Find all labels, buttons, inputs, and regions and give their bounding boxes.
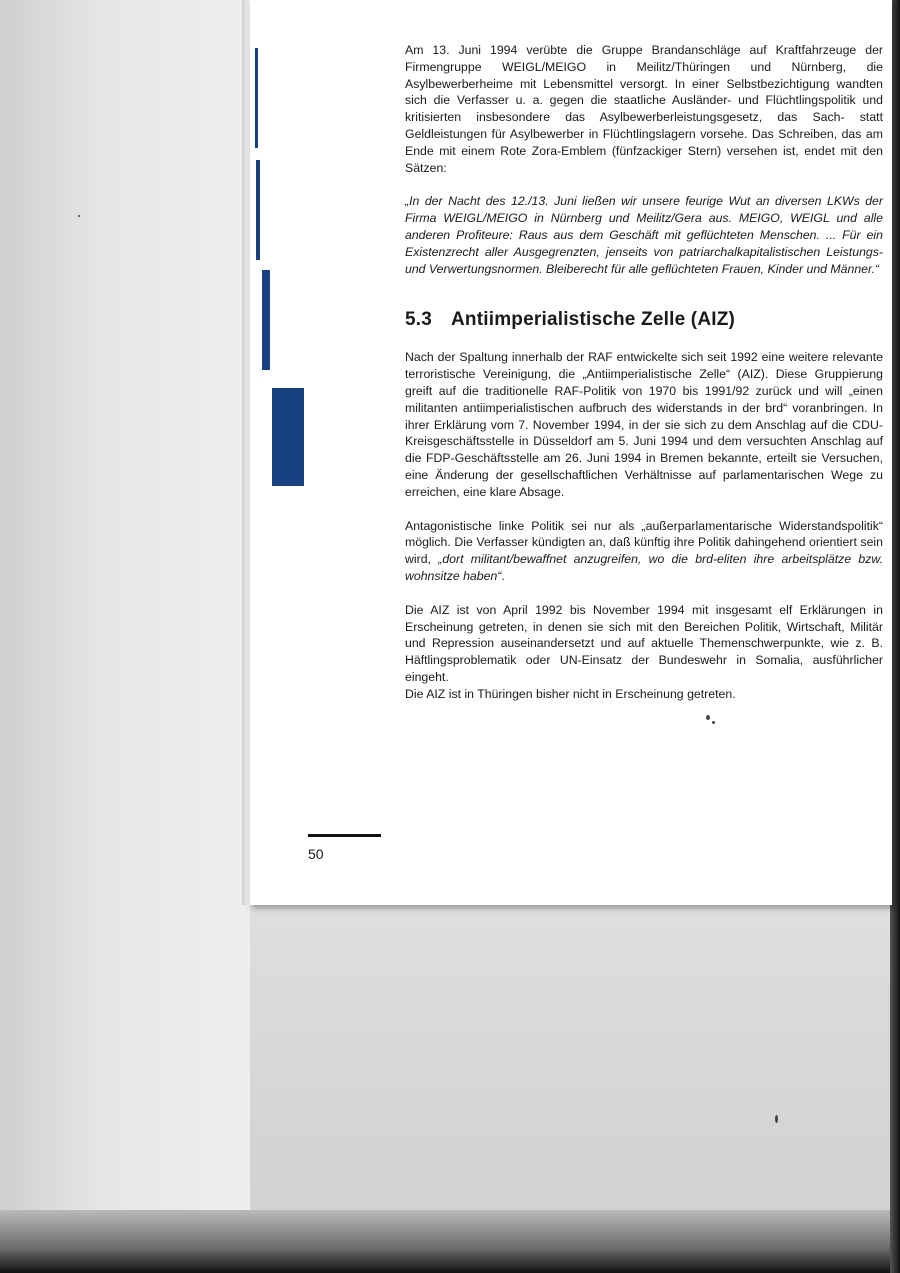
- document-body: [405, 42, 883, 703]
- paragraph-aiz-thuringia: Die AIZ ist in Thüringen bisher nicht in Erscheinung getreten.: [405, 686, 736, 701]
- margin-tab-marker: [262, 270, 270, 370]
- footer-rule: [308, 834, 381, 837]
- section-title: Antiimperialistische Zelle (AIZ): [451, 309, 736, 331]
- scan-left-shadow: [0, 0, 250, 1273]
- paragraph-aiz-statements: Die AIZ ist von April 1992 bis November 1994 mit insgesamt elf Erklärungen in Erscheinung getreten, in denen sie sich mit den Bereichen Politik, Wirtschaft, Militär und Repression auseinandersetzt und auf aktuelle Themenschwerpunkte, wie z. B. Häftlingsproblematik oder UN-Einsatz der Bundeswehr in Somalia, ausführlicher eingeht.: [405, 602, 883, 684]
- paragraph-intro: Am 13. Juni 1994 verübte die Gruppe Brandanschläge auf Kraftfahrzeuge der Firmengruppe WEIGL/MEIGO in Meilitz/Thüringen und Nürnberg, die Asylbewerberheime mit Lebensmittel versorgt. In einer Selbstbezichtigung wandten sich die Verfasser u. a. gegen die staatliche Ausländer- und Flüchtlingspolitik und kritisierten insbesondere das Asylbewerberleistungsgesetz, das Sach- statt Geldleistungen für Asylbewerber in Flüchtlingslagern vorsehe. Das Schreiben, das am Ende mit einem Rote Zora-Emblem (fünfzackiger Stern) versehen ist, endet mit den Sätzen:: [405, 43, 883, 175]
- scan-speck: [706, 715, 710, 720]
- section-number: 5.3: [405, 309, 433, 331]
- margin-tab-marker: [255, 48, 258, 148]
- section-heading: [405, 308, 883, 332]
- inline-quote: „dort militant/bewaffnet anzugreifen, wo die brd-eliten ihre arbeitsplätze bzw. wohnsitze haben“: [405, 552, 884, 583]
- margin-tab-marker: [272, 388, 304, 486]
- margin-tab-marker: [256, 160, 260, 260]
- page-spine: [242, 0, 250, 905]
- paragraph-text: Antagonistische linke Politik sei nur als „außerparlamentarische Widerstandspolitik“ möglich. Die Verfasser kündigten an, daß künftig ihre Politik dahingehend orientiert sein wird,: [405, 518, 883, 567]
- scan-speck: [775, 1115, 778, 1123]
- page-number: 50: [308, 846, 324, 862]
- scan-bottom-shadow: [0, 1210, 900, 1273]
- blockquote: „In der Nacht des 12./13. Juni ließen wir unsere feurige Wut an diversen LKWs der Firma WEIGL/MEIGO in Nürnberg und Meilitz/Gera aus. MEIGO, WEIGL und alle anderen Profiteure: Raus aus dem Geschäft mit geflüchteten Menschen. ... Für ein Existenzrecht aller Ausgegrenzten, jenseits von patriarchalkapitalistischen Leistungs- und Verwertungsnormen. Bleiberecht für alle geflüchteten Frauen, Kinder und Männer.“: [405, 194, 883, 276]
- paragraph-aiz-policy: [405, 518, 883, 585]
- scan-speck: [78, 215, 80, 217]
- scan-speck: [712, 721, 715, 724]
- paragraph-text: .: [501, 568, 505, 583]
- paragraph-aiz-origin: Nach der Spaltung innerhalb der RAF entwickelte sich seit 1992 eine weitere relevante terroristische Vereinigung, die „Antiimperialistische Zelle“ (AIZ). Diese Gruppierung greift auf die traditionelle RAF-Politik von 1970 bis 1991/92 zurück und will „einen militanten antiimperialistischen aufbruch des widerstands in der brd“ voranbringen. In ihrer Erklärung vom 7. November 1994, in der sie sich zu dem Anschlag auf die CDU-Kreisgeschäftsstelle in Düsseldorf am 5. Juni 1994 und dem versuchten Anschlag auf die FDP-Geschäftsstelle am 26. Juni 1994 in Bremen bekannte, erteilt sie Versuchen, eine Änderung der gesellschaftlichen Verhältnisse auf parlamentarischen Wege zu erreichen, eine klare Absage.: [405, 350, 883, 499]
